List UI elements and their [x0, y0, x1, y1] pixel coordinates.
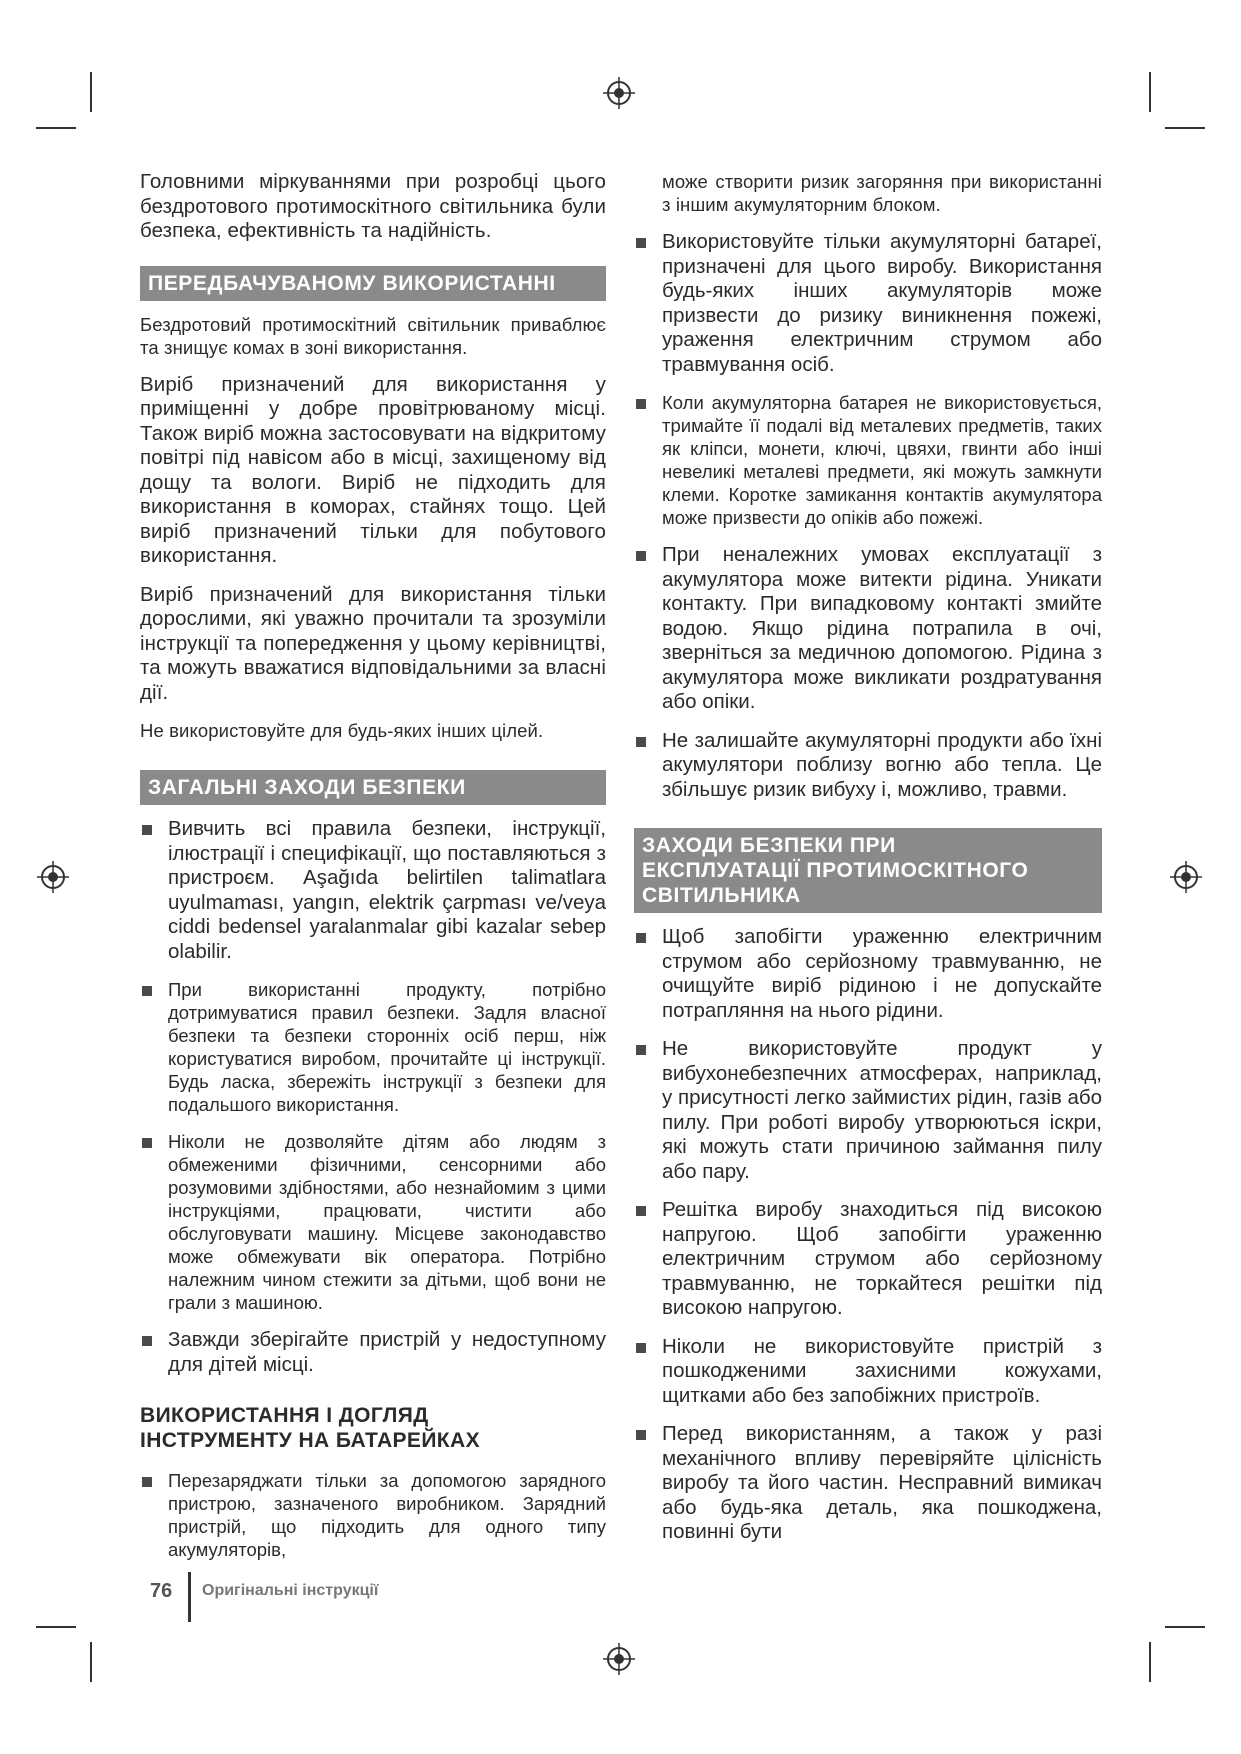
- square-bullet-icon: [142, 825, 152, 835]
- crop-mark-bottom-left-horizontal: [36, 1626, 76, 1628]
- intro-paragraph: Головними міркуваннями при розробці цього бездротового протимоскітного світильника були безпека, ефективність та надійність.: [140, 170, 606, 242]
- square-bullet-icon: [636, 737, 646, 747]
- list-item: Щоб запобігти ураженню електричним струмом або серйозному травмуванню, не очищуйте виріб рідиною і не допускайте потрапляння на нього рідини.: [634, 925, 1102, 1023]
- list-item: Використовуйте тільки акумуляторні батареї, призначені для цього виробу. Використання будь-яких інших акумуляторів може призвести до ризику виникнення пожежі, ураження електричним струмом або травмування осіб.: [634, 230, 1102, 377]
- list-item: Вивчить всі правила безпеки, інструкції, ілюстрації і специфікації, що поставляються з пристроєм. Aşağıda belirtilen talimatlara uyulmaması, yangın, elektrik çarpması ve/veya ciddi bedensel yaralanmalar gibi kazalar sebep olabilir.: [140, 817, 606, 964]
- list-item: Не використовуйте продукт у вибухонебезпечних атмосферах, наприклад, у присутності легко займистих рідин, газів або пилу. При роботі виробу утворюються іскри, які можуть стати причиною займання пилу або пару.: [634, 1037, 1102, 1184]
- crosshair-registration-icon: [602, 1642, 636, 1676]
- square-bullet-icon: [142, 986, 152, 996]
- intended-use-paragraph: Бездротовий протимоскітний світильник приваблює та знищує комах в зоні використання.: [140, 313, 606, 358]
- square-bullet-icon: [142, 1477, 152, 1487]
- square-bullet-icon: [636, 238, 646, 248]
- crop-mark-bottom-right-vertical: [1149, 1642, 1151, 1682]
- list-item: При неналежних умовах експлуатації з акумулятора може витекти рідина. Уникати контакту. При випадковому контакті змийте водою. Якщо рідина потрапила в очі, зверніться за медичною допомогою. Рідина з акумулятора може викликати роздратування або опіки.: [634, 543, 1102, 715]
- crosshair-registration-icon: [602, 76, 636, 110]
- list-item: Коли акумуляторна батарея не використовується, тримайте її подалі від металевих предметів, таких як кліпси, монети, ключі, цвяхи, гвинти або інші невеликі металеві предмети, які можуть замкнути клеми. Коротке замикання контактів акумулятора може призвести до опіків або пожежі.: [634, 391, 1102, 529]
- section-heading-intended-use: ПЕРЕДБАЧУВАНОМУ ВИКОРИСТАННІ: [140, 266, 606, 301]
- square-bullet-icon: [636, 551, 646, 561]
- list-item: Не залишайте акумуляторні продукти або їхні акумулятори поблизу вогню або тепла. Це збільшує ризик вибуху і, можливо, травми.: [634, 729, 1102, 803]
- intended-use-paragraph: Виріб призначений для використання у приміщенні у добре провітрюваному місці. Також виріб можна застосовувати на відкритому повітрі під навісом або в місці, захищеному від дощу та вологи. Виріб не підходить для використання в коморах, стайнях тощо. Цей виріб призначений тільки для побутового використання.: [140, 372, 606, 567]
- crop-mark-top-left-horizontal: [36, 127, 76, 129]
- section-heading-battery-tools: ВИКОРИСТАННЯ І ДОГЛЯД ІНСТРУМЕНТУ НА БАТАРЕЙКАХ: [140, 1404, 481, 1452]
- list-item: Перед використанням, а також у разі механічного впливу перевіряйте цілісність виробу та його частин. Несправний вимикач або будь-яка деталь, яка пошкоджена, повинні бути: [634, 1422, 1102, 1545]
- battery-tools-list: [140, 1469, 606, 1561]
- intended-use-paragraph: Не використовуйте для будь-яких інших цілей.: [140, 720, 544, 741]
- list-item: Завжди зберігайте пристрій у недоступному для дітей місці.: [140, 1328, 606, 1377]
- square-bullet-icon: [636, 1430, 646, 1440]
- crop-mark-top-left-vertical: [90, 72, 92, 112]
- square-bullet-icon: [142, 1138, 152, 1148]
- general-safety-list: [140, 817, 606, 1377]
- list-item: Ніколи не дозволяйте дітям або людям з обмеженими фізичними, сенсорними або розумовими здібностями, або незнайомим з цими інструкціями, працювати, чистити або обслуговувати машину. Місцеве законодавство може обмежувати вік оператора. Потрібно належним чином стежити за дітьми, щоб вони не грали з машиною.: [140, 1130, 606, 1314]
- square-bullet-icon: [636, 933, 646, 943]
- square-bullet-icon: [636, 1343, 646, 1353]
- square-bullet-icon: [142, 1336, 152, 1346]
- continued-paragraph: може створити ризик загоряння при використанні з іншим акумуляторним блоком.: [662, 171, 1102, 215]
- intended-use-paragraph: Виріб призначений для використання тільки дорослими, які уважно прочитали та зрозуміли інструкції та попередження у цьому керівництві, та можуть вважатися відповідальними за власні дії.: [140, 582, 606, 704]
- crop-mark-bottom-right-horizontal: [1165, 1626, 1205, 1628]
- crosshair-registration-icon: [1169, 860, 1203, 894]
- crop-mark-top-right-horizontal: [1165, 127, 1205, 129]
- square-bullet-icon: [636, 399, 646, 409]
- list-item: Перезаряджати тільки за допомогою зарядного пристрою, зазначеного виробником. Зарядний пристрій, що підходить для одного типу акумуляторів,: [140, 1469, 606, 1561]
- section-heading-general-safety: ЗАГАЛЬНІ ЗАХОДИ БЕЗПЕКИ: [140, 770, 606, 805]
- footer-label: Оригінальні інструкції: [202, 1582, 379, 1599]
- battery-tools-list-continued: [634, 230, 1102, 802]
- square-bullet-icon: [636, 1206, 646, 1216]
- square-bullet-icon: [636, 1045, 646, 1055]
- left-column: [140, 170, 606, 1575]
- list-item: Решітка виробу знаходиться під високою напругою. Щоб запобігти ураженню електричним струмом або серйозному травмуванню, не торкайтеся решітки під високою напругою.: [634, 1198, 1102, 1321]
- crosshair-registration-icon: [36, 860, 70, 894]
- page-number: 76: [150, 1580, 173, 1602]
- footer-divider: [188, 1572, 191, 1622]
- lamp-safety-list: [634, 925, 1102, 1545]
- list-item: Ніколи не використовуйте пристрій з пошкодженими захисними кожухами, щитками або без запобіжних пристроїв.: [634, 1335, 1102, 1409]
- section-heading-lamp-safety: ЗАХОДИ БЕЗПЕКИ ПРИ ЕКСПЛУАТАЦІЇ ПРОТИМОСКІТНОГО СВІТИЛЬНИКА: [634, 828, 1102, 913]
- crop-mark-top-right-vertical: [1149, 72, 1151, 112]
- list-item: При використанні продукту, потрібно дотримуватися правил безпеки. Задля власної безпеки та безпеки сторонніх осіб перш, ніж користуватися виробом, прочитайте ці інструкції. Будь ласка, збережіть інструкції з безпеки для подальшого використання.: [140, 978, 606, 1116]
- crop-mark-bottom-left-vertical: [90, 1642, 92, 1682]
- right-column: [634, 170, 1102, 1559]
